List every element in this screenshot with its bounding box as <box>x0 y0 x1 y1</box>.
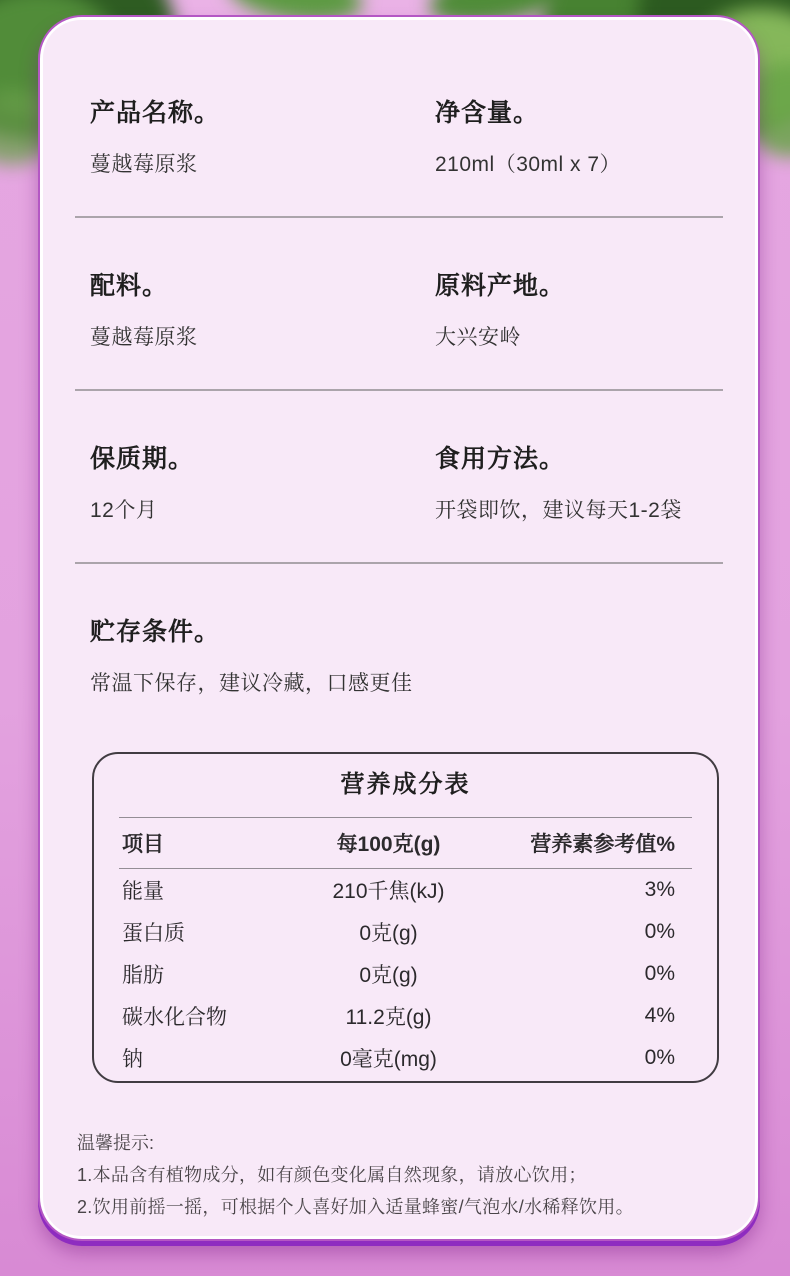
nutrition-table <box>92 752 719 1083</box>
usage-label: 食用方法。 <box>435 445 566 473</box>
ingredients-value: 蔓越莓原浆 <box>90 326 198 349</box>
field-origin <box>435 271 710 352</box>
storage-value: 常温下保存，建议冷藏，口感更佳 <box>90 672 413 695</box>
table-row <box>94 995 717 1037</box>
shelf-life-label: 保质期。 <box>90 445 195 473</box>
nutrient-nrv: 3% <box>644 878 675 901</box>
section-row-3 <box>90 444 710 525</box>
nutrient-name: 钠 <box>122 1048 143 1071</box>
nutrition-table-body <box>94 869 717 1081</box>
nutrient-nrv: 4% <box>644 1004 675 1027</box>
table-row <box>94 911 717 953</box>
nutrient-name: 蛋白质 <box>122 922 185 945</box>
nutrient-name: 碳水化合物 <box>122 1006 227 1029</box>
product-name-value: 蔓越莓原浆 <box>90 153 198 176</box>
nutrient-amount: 0克(g) <box>359 964 418 987</box>
section-row-1 <box>90 98 710 179</box>
nutrient-name: 脂肪 <box>122 964 164 987</box>
origin-label: 原料产地。 <box>435 272 566 300</box>
section-divider <box>75 389 723 391</box>
section-divider <box>75 562 723 564</box>
nutrition-header-nrv: 营养素参考值% <box>530 833 675 856</box>
field-storage <box>90 617 710 698</box>
storage-label: 贮存条件。 <box>90 618 221 646</box>
shelf-life-value: 12个月 <box>90 499 158 522</box>
product-info-card-frame <box>38 15 760 1241</box>
nutrient-nrv: 0% <box>644 962 675 985</box>
ingredients-label: 配料。 <box>90 272 169 300</box>
table-row <box>94 953 717 995</box>
product-info-card <box>43 20 755 1236</box>
table-row <box>94 869 717 911</box>
nutrient-amount: 210千焦(kJ) <box>332 880 445 903</box>
section-row-2 <box>90 271 710 352</box>
nutrient-amount: 0毫克(mg) <box>340 1048 437 1071</box>
nutrition-header-item: 项目 <box>122 833 164 856</box>
field-net-content <box>435 98 710 179</box>
tips-line-2: 2.饮用前摇一摇，可根据个人喜好加入适量蜂蜜/气泡水/水稀释饮用。 <box>77 1197 634 1217</box>
tips-line-1: 1.本品含有植物成分，如有颜色变化属自然现象，请放心饮用； <box>77 1165 587 1185</box>
nutrient-nrv: 0% <box>644 1046 675 1069</box>
net-content-label: 净含量。 <box>435 99 540 127</box>
product-name-label: 产品名称。 <box>90 99 221 127</box>
table-row <box>94 1037 717 1079</box>
net-content-value: 210ml（30ml x 7） <box>435 153 622 176</box>
usage-value: 开袋即饮，建议每天1-2袋 <box>435 499 682 522</box>
nutrient-nrv: 0% <box>644 920 675 943</box>
nutrition-header-per100g: 每100克(g) <box>336 833 441 856</box>
nutrition-header-row <box>94 818 717 868</box>
section-divider <box>75 216 723 218</box>
tips-title: 温馨提示: <box>77 1133 155 1153</box>
field-shelf-life <box>90 444 435 525</box>
nutrient-amount: 0克(g) <box>359 922 418 945</box>
field-product-name <box>90 98 435 179</box>
nutrient-amount: 11.2克(g) <box>345 1006 432 1029</box>
tips-block <box>77 1127 710 1223</box>
origin-value: 大兴安岭 <box>435 326 521 349</box>
nutrient-name: 能量 <box>122 880 164 903</box>
field-ingredients <box>90 271 435 352</box>
field-usage <box>435 444 710 525</box>
nutrition-table-title: 营养成分表 <box>340 771 471 798</box>
